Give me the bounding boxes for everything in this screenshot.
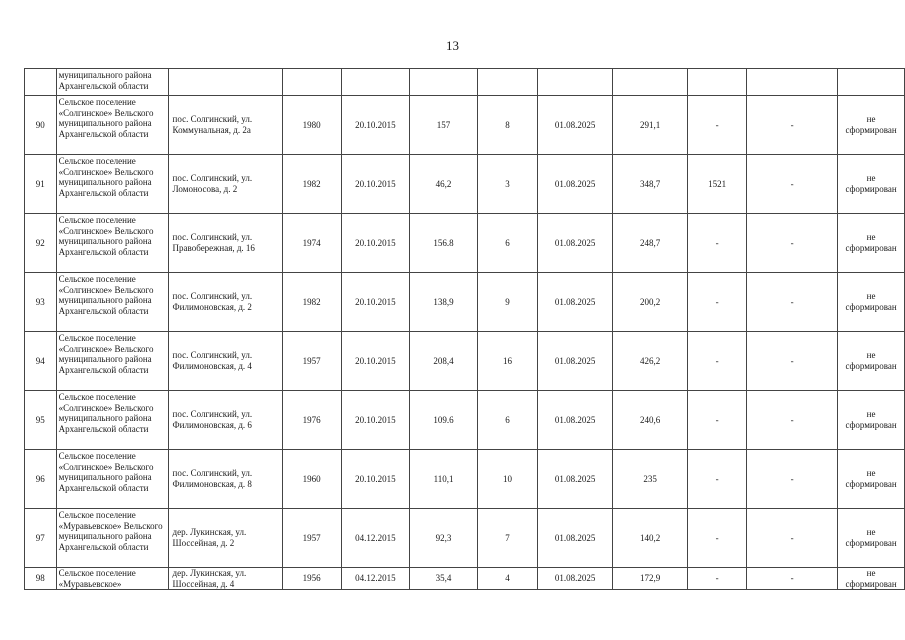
cell-date: 20.10.2015 — [341, 96, 409, 155]
cell-deadline: 01.08.2025 — [537, 155, 612, 214]
cell-deadline: 01.08.2025 — [537, 332, 612, 391]
cell-area: 35,4 — [410, 568, 478, 590]
cell-area — [410, 69, 478, 96]
cell-municipality: Сельское поселение «Солгинское» Вельского муниципального района Архангельской области — [56, 155, 168, 214]
cell-municipality: Сельское поселение «Муравьевское» Вельского муниципального района Архангельской области — [56, 509, 168, 568]
cell-date: 20.10.2015 — [341, 332, 409, 391]
cell-num: 90 — [25, 96, 57, 155]
cell-col11: - — [747, 273, 838, 332]
cell-residents: 10 — [478, 450, 538, 509]
cell-area: 138,9 — [410, 273, 478, 332]
cell-residents: 16 — [478, 332, 538, 391]
cell-area: 46,2 — [410, 155, 478, 214]
cell-year: 1956 — [282, 568, 341, 590]
cell-num — [25, 69, 57, 96]
cell-address: пос. Солгинский, ул. Филимоновская, д. 6 — [168, 391, 282, 450]
cell-year: 1976 — [282, 391, 341, 450]
cell-address — [168, 69, 282, 96]
cell-municipality: Сельское поселение «Солгинское» Вельского муниципального района Архангельской области — [56, 273, 168, 332]
cell-status: не сформирован — [838, 273, 905, 332]
cell-date: 20.10.2015 — [341, 450, 409, 509]
table-row — [25, 450, 905, 509]
cell-address: пос. Солгинский, ул. Филимоновская, д. 4 — [168, 332, 282, 391]
cell-municipality: Сельское поселение «Солгинское» Вельского муниципального района Архангельской области — [56, 391, 168, 450]
cell-date: 20.10.2015 — [341, 273, 409, 332]
cell-col11: - — [747, 568, 838, 590]
cell-num: 94 — [25, 332, 57, 391]
cell-num: 93 — [25, 273, 57, 332]
cell-year: 1974 — [282, 214, 341, 273]
cell-municipality: Сельское поселение «Солгинское» Вельского муниципального района Архангельской области — [56, 214, 168, 273]
cell-col11: - — [747, 96, 838, 155]
cell-address: пос. Солгинский, ул. Коммунальная, д. 2а — [168, 96, 282, 155]
cell-col10: - — [688, 96, 747, 155]
cell-deadline: 01.08.2025 — [537, 96, 612, 155]
cell-sum: 291,1 — [613, 96, 688, 155]
cell-municipality: Сельское поселение «Солгинское» Вельского муниципального района Архангельской области — [56, 332, 168, 391]
cell-municipality: муниципального района Архангельской области — [56, 69, 168, 96]
page-number: 13 — [446, 38, 459, 53]
cell-num: 96 — [25, 450, 57, 509]
cell-sum: 200,2 — [613, 273, 688, 332]
cell-residents: 6 — [478, 214, 538, 273]
cell-date: 20.10.2015 — [341, 214, 409, 273]
cell-address: пос. Солгинский, ул. Правобережная, д. 16 — [168, 214, 282, 273]
cell-status: не сформирован — [838, 214, 905, 273]
cell-sum: 240,6 — [613, 391, 688, 450]
cell-col10: - — [688, 568, 747, 590]
cell-deadline: 01.08.2025 — [537, 509, 612, 568]
cell-col11: - — [747, 155, 838, 214]
cell-date: 04.12.2015 — [341, 509, 409, 568]
cell-col10: - — [688, 332, 747, 391]
cell-sum: 140,2 — [613, 509, 688, 568]
cell-col10 — [688, 69, 747, 96]
cell-residents: 6 — [478, 391, 538, 450]
cell-residents: 3 — [478, 155, 538, 214]
housing-registry-table — [24, 68, 905, 590]
cell-residents — [478, 69, 538, 96]
cell-status: не сформирован — [838, 450, 905, 509]
cell-year: 1960 — [282, 450, 341, 509]
cell-status: не сформирован — [838, 96, 905, 155]
cell-area: 110,1 — [410, 450, 478, 509]
cell-year: 1980 — [282, 96, 341, 155]
cell-sum: 172,9 — [613, 568, 688, 590]
cell-area: 156.8 — [410, 214, 478, 273]
cell-area: 92,3 — [410, 509, 478, 568]
cell-status: не сформирован — [838, 509, 905, 568]
table-row — [25, 155, 905, 214]
cell-status: не сформирован — [838, 568, 905, 590]
cell-residents: 4 — [478, 568, 538, 590]
table-body — [25, 69, 905, 590]
table-row — [25, 391, 905, 450]
cell-residents: 9 — [478, 273, 538, 332]
cell-status — [838, 69, 905, 96]
cell-col10: - — [688, 391, 747, 450]
cell-status: не сформирован — [838, 155, 905, 214]
cell-num: 98 — [25, 568, 57, 590]
table-row — [25, 96, 905, 155]
cell-residents: 7 — [478, 509, 538, 568]
cell-year: 1982 — [282, 155, 341, 214]
cell-year — [282, 69, 341, 96]
cell-col11: - — [747, 214, 838, 273]
cell-col10: - — [688, 273, 747, 332]
cell-sum: 235 — [613, 450, 688, 509]
cell-deadline: 01.08.2025 — [537, 568, 612, 590]
cell-residents: 8 — [478, 96, 538, 155]
cell-deadline: 01.08.2025 — [537, 391, 612, 450]
cell-deadline — [537, 69, 612, 96]
cell-status: не сформирован — [838, 391, 905, 450]
cell-sum: 426,2 — [613, 332, 688, 391]
cell-sum — [613, 69, 688, 96]
cell-municipality: Сельское поселение «Солгинское» Вельского муниципального района Архангельской области — [56, 96, 168, 155]
cell-col10: - — [688, 450, 747, 509]
cell-address: дер. Лукинская, ул. Шоссейная, д. 4 — [168, 568, 282, 590]
cell-col10: - — [688, 509, 747, 568]
cell-municipality: Сельское поселение «Муравьевское» — [56, 568, 168, 590]
cell-status: не сформирован — [838, 332, 905, 391]
cell-address: пос. Солгинский, ул. Филимоновская, д. 2 — [168, 273, 282, 332]
cell-col10: 1521 — [688, 155, 747, 214]
cell-col11 — [747, 69, 838, 96]
cell-year: 1982 — [282, 273, 341, 332]
cell-municipality: Сельское поселение «Солгинское» Вельского муниципального района Архангельской области — [56, 450, 168, 509]
table-row — [25, 509, 905, 568]
cell-address: пос. Солгинский, ул. Филимоновская, д. 8 — [168, 450, 282, 509]
cell-deadline: 01.08.2025 — [537, 273, 612, 332]
cell-col11: - — [747, 391, 838, 450]
cell-num: 92 — [25, 214, 57, 273]
cell-year: 1957 — [282, 332, 341, 391]
table-row-continuation — [25, 69, 905, 96]
cell-date: 20.10.2015 — [341, 155, 409, 214]
cell-date: 20.10.2015 — [341, 391, 409, 450]
cell-col11: - — [747, 332, 838, 391]
cell-num: 97 — [25, 509, 57, 568]
cell-area: 109.6 — [410, 391, 478, 450]
table-row — [25, 214, 905, 273]
cell-date: 04.12.2015 — [341, 568, 409, 590]
cell-col10: - — [688, 214, 747, 273]
table-row — [25, 273, 905, 332]
cell-col11: - — [747, 509, 838, 568]
cell-year: 1957 — [282, 509, 341, 568]
cell-area: 157 — [410, 96, 478, 155]
cell-address: пос. Солгинский, ул. Ломоносова, д. 2 — [168, 155, 282, 214]
cell-num: 95 — [25, 391, 57, 450]
cell-sum: 248,7 — [613, 214, 688, 273]
cell-deadline: 01.08.2025 — [537, 214, 612, 273]
cell-address: дер. Лукинская, ул. Шоссейная, д. 2 — [168, 509, 282, 568]
table-row — [25, 332, 905, 391]
cell-date — [341, 69, 409, 96]
cell-num: 91 — [25, 155, 57, 214]
table-row — [25, 568, 905, 590]
cell-area: 208,4 — [410, 332, 478, 391]
cell-col11: - — [747, 450, 838, 509]
cell-sum: 348,7 — [613, 155, 688, 214]
cell-deadline: 01.08.2025 — [537, 450, 612, 509]
